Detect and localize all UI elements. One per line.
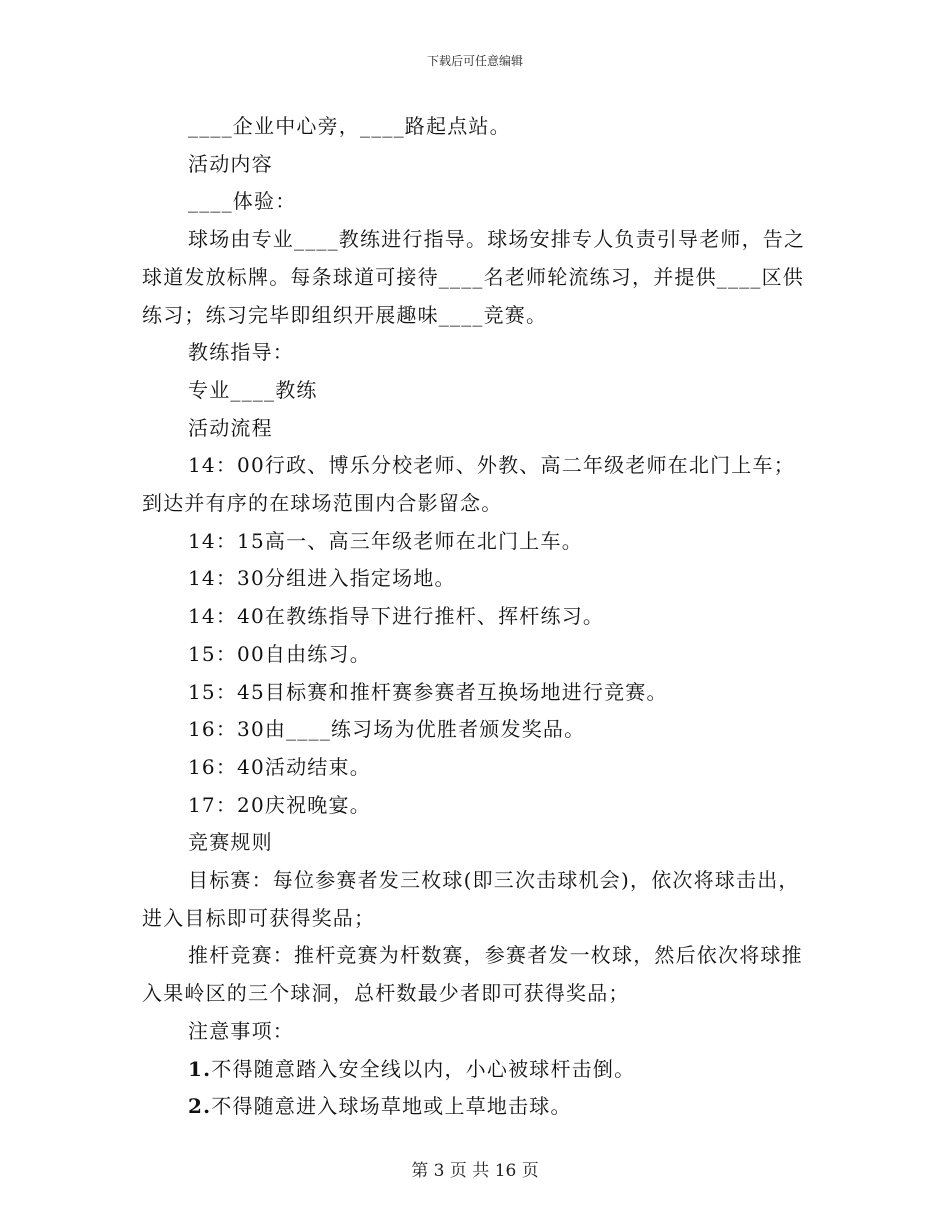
heading-activity-flow: 活动流程 xyxy=(188,415,273,440)
page-header: 下载后可任意编辑 xyxy=(426,54,523,68)
schedule-item-1430: 14：30分组进入指定场地。 xyxy=(188,566,456,591)
paragraph-location: ____企业中心旁，____路起点站。 xyxy=(188,114,511,138)
schedule-item-1720: 17：20庆祝晚宴。 xyxy=(188,792,371,817)
page-footer: 第 3 页 共 16 页 xyxy=(411,1161,539,1181)
schedule-item-1500: 15：00自由练习。 xyxy=(188,641,371,666)
paragraph-putting-game: 推杆竞赛：推杆竞赛为杆数赛，参赛者发一枚球，然后依次将球推入果岭区的三个球洞，总杆数最少者即可获得奖品； xyxy=(142,943,803,1006)
paragraph-coach-guidance: 教练指导： xyxy=(188,340,294,365)
heading-notes: 注意事项： xyxy=(188,1018,294,1043)
list-item xyxy=(142,1088,810,1126)
document-body xyxy=(142,108,810,1126)
paragraph-experience: ____体验： xyxy=(188,189,297,214)
list-item-text: 不得随意进入球场草地或上草地击球。 xyxy=(211,1094,572,1119)
list-item-text: 不得随意踏入安全线以内，小心被球杆击倒。 xyxy=(211,1056,636,1081)
schedule-item-1415: 14：15高一、高三年级老师在北门上车。 xyxy=(188,528,583,553)
heading-activity-content: 活动内容 xyxy=(188,151,273,176)
paragraph-target-game: 目标赛：每位参赛者发三枚球(即三次击球机会)，依次将球击出，进入目标即可获得奖品； xyxy=(142,868,800,930)
list-item-number: 1. xyxy=(188,1056,212,1081)
list-item-number: 2. xyxy=(188,1094,212,1119)
schedule-item-1440: 14：40在教练指导下进行推杆、挥杆练习。 xyxy=(188,604,605,629)
schedule-item-1545: 15：45目标赛和推杆赛参赛者互换场地进行竞赛。 xyxy=(188,679,668,704)
schedule-item-1640: 16：40活动结束。 xyxy=(188,754,371,779)
heading-competition-rules: 竞赛规则 xyxy=(188,830,273,855)
schedule-item-1630: 16：30由____练习场为优胜者颁发奖品。 xyxy=(188,717,586,742)
paragraph-professional-coach: 专业____教练 xyxy=(188,377,318,402)
list-item xyxy=(142,1051,810,1089)
schedule-item-1400: 14：00行政、博乐分校老师、外教、高二年级老师在北门上车；到达并有序的在球场范围内合影留念。 xyxy=(142,453,795,516)
paragraph-course-guidance: 球场由专业____教练进行指导。球场安排专人负责引导老师，告之球道发放标牌。每条球道可接待____名老师轮流练习，并提供____区供练习；练习完毕即组织开展趣味____竞赛。 xyxy=(142,227,806,327)
